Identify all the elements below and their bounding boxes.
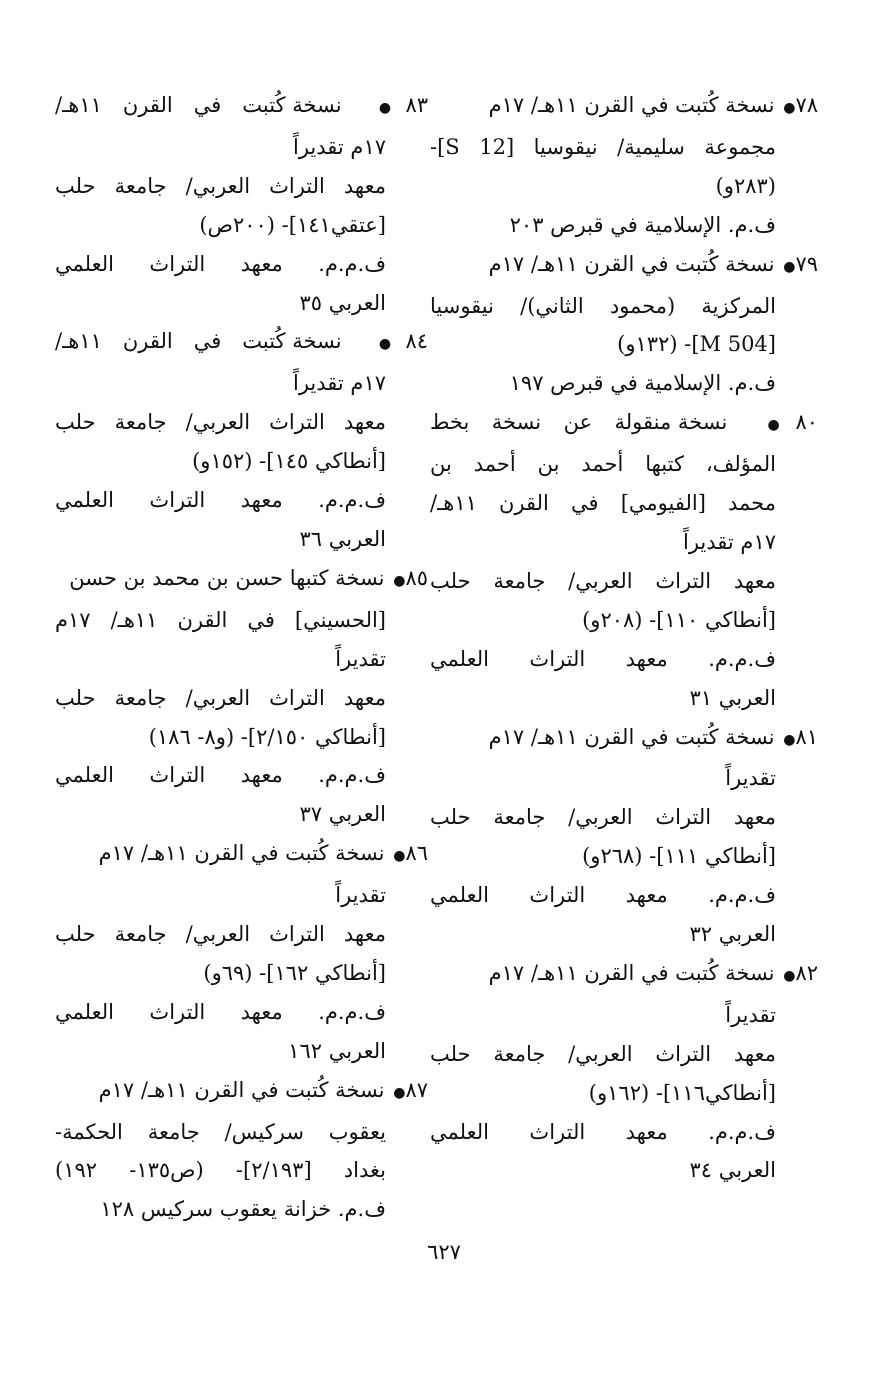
entry-line: معهد التراث العربي/ جامعة حلب: [55, 922, 386, 947]
entry-number: ٨٦: [405, 841, 428, 866]
entry-number: ٧٨: [795, 93, 818, 117]
entry-line: [أنطاكي ١١١]- (٢٦٨و): [582, 844, 776, 869]
entry-line: بغداد [٢/١٩٣]- (ص١٣٥- ١٩٢): [55, 1158, 386, 1183]
entry-first-line: [430, 954, 818, 996]
entry-line: ف.م.م. معهد التراث العلمي: [55, 763, 386, 788]
entry-first-line: [430, 245, 818, 287]
entry-line: ١٧م تقديراً: [293, 371, 386, 396]
entry-number: ٨٢: [795, 960, 818, 985]
entry-line: نسخة كُتبت في القرن ١١هـ/ ١٧م: [98, 841, 385, 866]
entry-line: معهد التراث العربي/ جامعة حلب: [430, 805, 776, 830]
entry-line: العربي ٣٦: [299, 526, 386, 551]
entry-line: نسخة كُتبت في القرن ١١هـ/ ١٧م: [488, 251, 775, 276]
entry-number: ٨٧: [405, 1077, 428, 1102]
entry-line: العربي ١٦٢: [288, 1038, 386, 1063]
entry-81: [430, 718, 818, 954]
entry-line: نسخة كُتبت في القرن ١١هـ/: [55, 93, 342, 117]
entry-line: ف.م.م. معهد التراث العلمي: [430, 883, 776, 908]
bullet-icon: ●: [393, 572, 406, 589]
entry-line: نسخة كُتبت في القرن ١١هـ/ ١٧م: [488, 93, 775, 117]
entry-line: معهد التراث العربي/ جامعة حلب: [55, 173, 386, 198]
entry-first-line: [55, 322, 428, 364]
entry-line: (٢٨٣و): [715, 173, 776, 198]
entry-line: ف.م.م. معهد التراث العلمي: [430, 646, 776, 671]
bullet-icon: ●: [783, 100, 796, 116]
entry-number: ٧٩: [795, 251, 818, 276]
bullet-icon: ●: [783, 967, 796, 984]
entry-line: العربي ٣٢: [689, 922, 776, 947]
entry-line: ف.م. خزانة يعقوب سركيس ١٢٨: [100, 1197, 386, 1222]
entry-first-line: [430, 718, 818, 760]
entry-78: [430, 86, 818, 245]
entry-line: تقديراً: [335, 883, 386, 908]
bullet-icon: ●: [364, 100, 406, 116]
entry-line: العربي ٣٥: [299, 290, 386, 315]
entry-first-line: [55, 559, 428, 601]
entry-line: نسخة كُتبت في القرن ١١هـ/ ١٧م: [488, 960, 775, 985]
entry-line: [أنطاكي١١٦]- (١٦٢و): [588, 1080, 776, 1105]
entry-line: معهد التراث العربي/ جامعة حلب: [430, 1041, 776, 1066]
entry-line: ف.م.م. معهد التراث العلمي: [430, 1119, 776, 1144]
entry-line: ف.م.م. معهد التراث العلمي: [55, 251, 386, 276]
entry-line: معهد التراث العربي/ جامعة حلب: [430, 568, 776, 593]
entry-82: [430, 954, 818, 1190]
entry-87: [55, 1071, 428, 1230]
entry-line: [أنطاكي ١٦٢]- (٦٩و): [203, 960, 386, 985]
entry-line: ف.م.م. معهد التراث العلمي: [55, 999, 386, 1024]
right-column: [430, 86, 818, 1190]
entry-line: [أنطاكي ١١٠]- (٢٠٨و): [582, 607, 776, 632]
entry-84: [55, 322, 428, 558]
entry-line: نسخة كُتبت في القرن ١١هـ/ ١٧م: [98, 1077, 385, 1102]
entry-line: [أنطاكي ٢/١٥٠]- (و٨- ١٨٦): [148, 724, 386, 749]
entry-first-line: [55, 834, 428, 876]
entry-line: محمد [الفيومي] في القرن ١١هـ/: [430, 491, 776, 516]
entry-first-line: [55, 86, 428, 128]
entry-line: تقديراً: [725, 766, 776, 791]
entry-first-line: [430, 403, 818, 445]
bullet-icon: ●: [751, 417, 796, 434]
left-column: [55, 86, 428, 1229]
bullet-icon: ●: [393, 848, 406, 865]
bullet-icon: ●: [783, 731, 796, 748]
entry-line: ف.م. الإسلامية في قبرص ٢٠٣: [509, 212, 776, 237]
bullet-icon: ●: [783, 258, 796, 275]
entry-line: ف.م.م. معهد التراث العلمي: [55, 488, 386, 513]
entry-line: مجموعة سليمية/ نيقوسيا [S 12]-: [430, 134, 776, 159]
entry-number: ٨٥: [405, 565, 428, 590]
entry-line: نسخة منقولة عن نسخة بخط: [430, 410, 728, 435]
entry-number: ٨٠: [795, 410, 818, 435]
entry-line: معهد التراث العربي/ جامعة حلب: [55, 685, 386, 710]
entry-80: [430, 403, 818, 717]
entry-83: [55, 86, 428, 322]
entry-line: [عتقي١٤١]- (٢٠٠ص): [199, 212, 386, 237]
entry-number: ٨٤: [405, 329, 428, 354]
entry-line: ١٧م تقديراً: [683, 529, 776, 554]
entry-79: [430, 245, 818, 404]
entry-line: نسخة كُتبت في القرن ١١هـ/ ١٧م: [488, 724, 775, 749]
entry-line: تقديراً: [725, 1002, 776, 1027]
entry-line: العربي ٣٤: [689, 1158, 776, 1183]
entry-line: يعقوب سركيس/ جامعة الحكمة-: [55, 1119, 386, 1144]
entry-line: نسخة كتبها حسن بن محمد بن حسن: [69, 565, 385, 590]
entry-86: [55, 834, 428, 1070]
bullet-icon: ●: [393, 1084, 406, 1101]
entry-85: [55, 559, 428, 834]
entry-first-line: [55, 1071, 428, 1113]
entry-line: العربي ٣٧: [299, 802, 386, 827]
entry-line: نسخة كُتبت في القرن ١١هـ/: [55, 329, 342, 354]
entry-number: ٨١: [795, 724, 818, 749]
entry-number: ٨٣: [405, 93, 428, 117]
bullet-icon: ●: [364, 336, 406, 353]
page-number: ٦٢٧: [427, 1240, 461, 1264]
entry-line: تقديراً: [335, 646, 386, 671]
entry-line: [M 504]- (١٣٢و): [617, 332, 776, 357]
entry-first-line: [430, 86, 818, 128]
entry-line: العربي ٣١: [689, 685, 776, 710]
entry-line: [أنطاكي ١٤٥]- (١٥٢و): [192, 449, 386, 474]
entry-line: المركزية (محمود الثاني)/ نيقوسيا: [430, 293, 776, 318]
entry-line: ١٧م تقديراً: [293, 134, 386, 159]
entry-line: ف.م. الإسلامية في قبرص ١٩٧: [509, 371, 776, 396]
entry-line: المؤلف، كتبها أحمد بن أحمد بن: [430, 452, 776, 477]
entry-line: [الحسيني] في القرن ١١هـ/ ١٧م: [55, 607, 386, 632]
entry-line: معهد التراث العربي/ جامعة حلب: [55, 410, 386, 435]
